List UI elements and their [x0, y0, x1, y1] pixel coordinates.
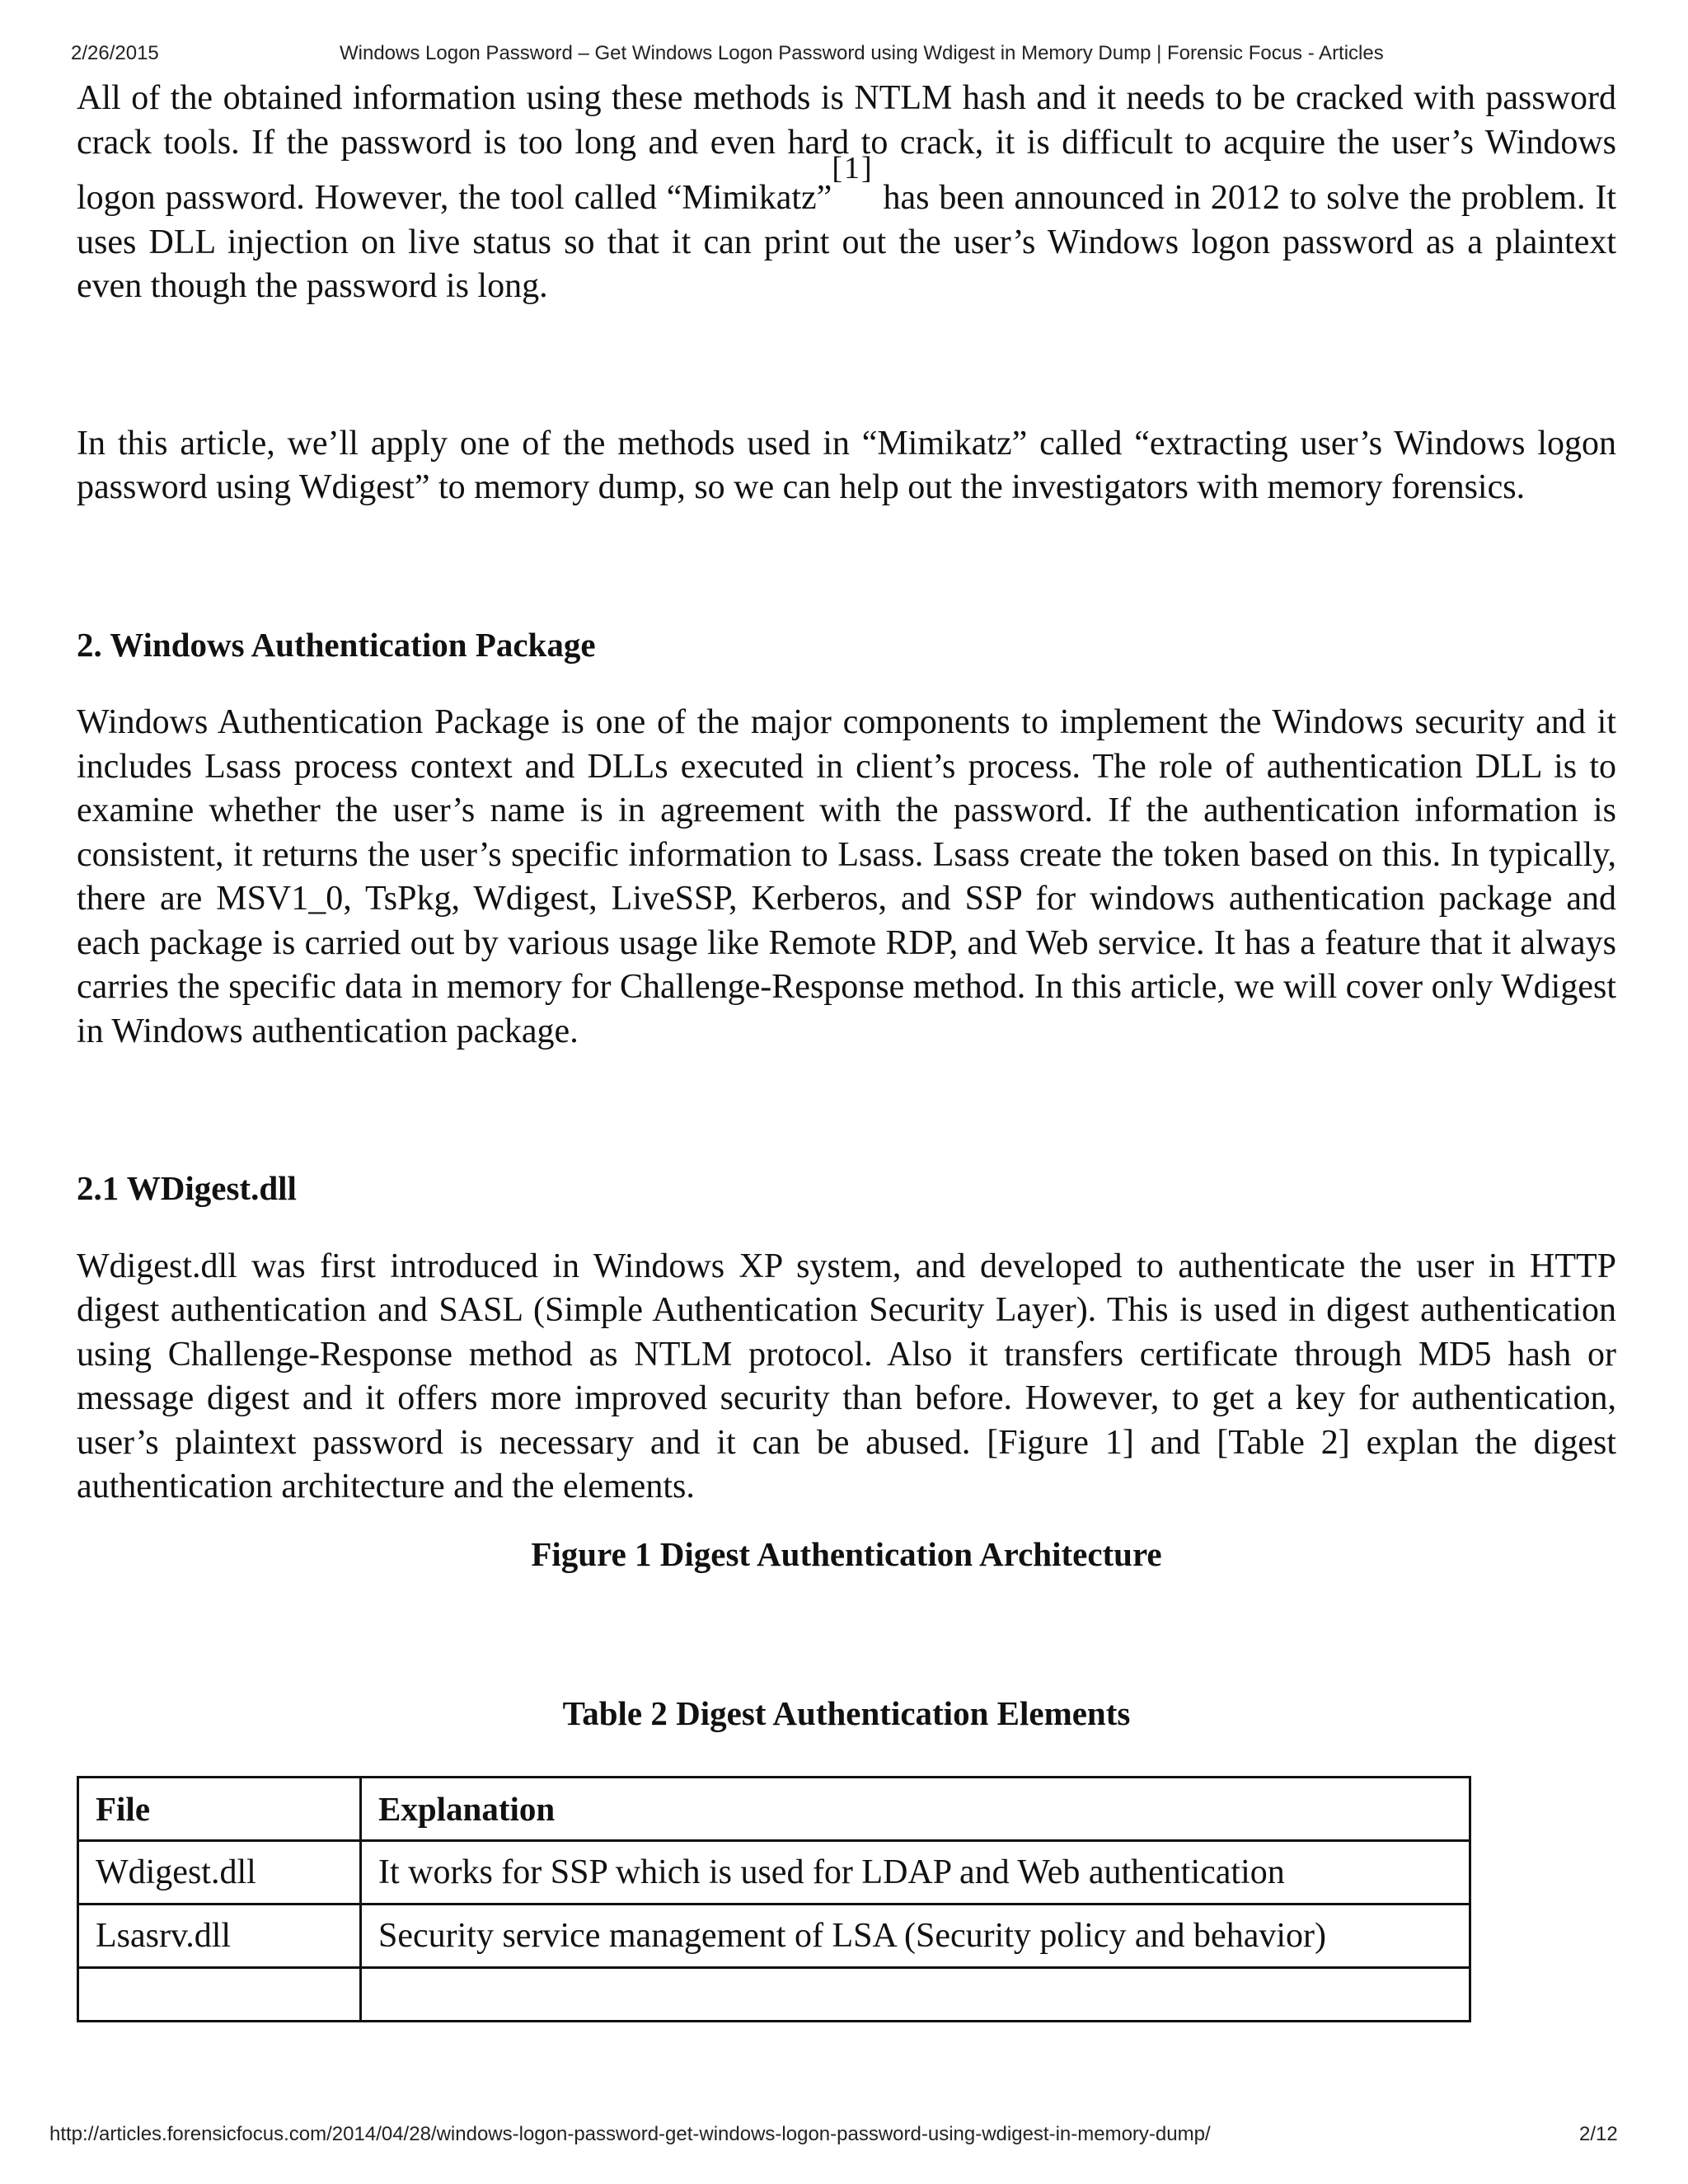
spacer [77, 1211, 1616, 1245]
table-cell-empty [78, 1967, 361, 2021]
spacer [77, 667, 1616, 701]
page-number: 2/12 [1579, 2123, 1618, 2145]
figure-placeholder [77, 1576, 1616, 1692]
print-date: 2/26/2015 [71, 42, 159, 64]
section-2-1-heading: 2.1 WDigest.dll [77, 1169, 297, 1207]
intro-text-1: All of the obtained information using these methods is NTLM hash and it needs to be cracked with password crack tools. If the password is too long and even hard to crack, it is difficult to acquire the user’s Windows logon password. However, the tool called “Mimikatz” [77, 79, 1616, 217]
table-cell-explanation: Security service management of LSA (Security policy and behavior) [361, 1904, 1470, 1967]
intro-paragraph-2: In this article, we’ll apply one of the methods used in “Mimikatz” called “extracting user’s Windows logon password using Wdigest” to memory dump, so we can help out the investigators with memory forensics. [77, 424, 1616, 506]
table-header-row [78, 1777, 1470, 1840]
table-header-file: File [78, 1777, 361, 1840]
table-cell-empty [361, 1967, 1470, 2021]
spacer [77, 1736, 1616, 1776]
page-title: Windows Logon Password – Get Windows Logon Password using Wdigest in Memory Dump | Forensic Focus - Articles [340, 42, 1384, 64]
spacer [77, 309, 1616, 422]
reference-link[interactable]: [1] [832, 151, 874, 186]
intro-text-2: has been announced in 2012 to solve the problem. It uses DLL injection on live status so that it can print out the user’s Windows logon password as a plaintext even though the password is long. [77, 179, 1616, 305]
section-2-1-paragraph: Wdigest.dll was first introduced in Windows XP system, and developed to authenticate the user in HTTP digest authentication and SASL (Simple Authentication Security Layer). This is used in digest authentication using Challenge-Response method as NTLM protocol. Also it transfers certificate through MD5 hash or message digest and it offers more improved security than before. However, to get a key for authentication, user’s plaintext password is necessary and it can be abused. [Figure 1] and [Table 2] explan the digest authentication architecture and the elements. [77, 1247, 1616, 1505]
spacer [77, 510, 1616, 623]
page-url: http://articles.forensicfocus.com/2014/04/28/windows-logon-password-get-windows-logon-password-using-wdigest-in-memory-dump/ [49, 2123, 1211, 2145]
table-row [78, 1840, 1470, 1904]
section-2-heading: 2. Windows Authentication Package [77, 625, 596, 664]
digest-elements-table [77, 1776, 1471, 2022]
spacer [77, 1510, 1616, 1533]
section-2-paragraph: Windows Authentication Package is one of the major components to implement the Windows security and it includes Lsass process context and DLLs executed in client’s process. The role of authentication DLL is to examine whether the user’s name is in agreement with the password. If the authentication information is consistent, it returns the user’s specific information to Lsass. Lsass create the token based on this. In typically, there are MSV1_0, TsPkg, Wdigest, LiveSSP, Kerberos, and SSP for windows authentication package and each package is carried out by various usage like Remote RDP, and Web service. It has a feature that it always carries the specific data in memory for Challenge-Response method. In this article, we will cover only Wdigest in Windows authentication package. [77, 703, 1616, 1050]
article-body [77, 77, 1616, 2022]
table-cell-file: Wdigest.dll [78, 1840, 361, 1904]
table-cell-explanation: It works for SSP which is used for LDAP and Web authentication [361, 1840, 1470, 1904]
spacer [77, 1054, 1616, 1167]
figure-caption: Figure 1 Digest Authentication Architecture [531, 1534, 1162, 1573]
table-cell-file: Lsasrv.dll [78, 1904, 361, 1967]
table-caption: Table 2 Digest Authentication Elements [562, 1694, 1131, 1732]
table-header-explanation: Explanation [361, 1777, 1470, 1840]
table-row-continued [78, 1967, 1470, 2021]
table-row [78, 1904, 1470, 1967]
intro-paragraph-1 [77, 77, 1616, 309]
